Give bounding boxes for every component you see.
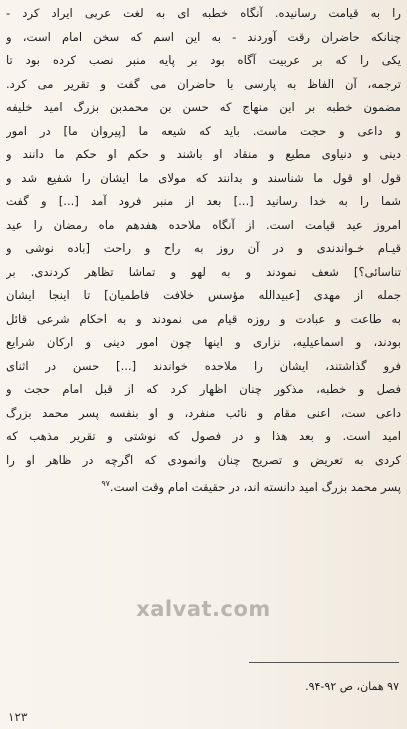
footnote: ۹۷ همان، ص ۹۲-۹۴. [305,680,399,693]
text-line: فصل و خطبه، مذکور چنان اظهار کرد که از قبل امام حجت و [6,382,401,396]
body-text [6,2,401,499]
footnote-divider [249,662,399,663]
text-line: را به قیامت رسانیده. آنگاه خطبه ای به لغت عربی ایراد کرد - [6,6,401,20]
text-line: و داعی و حجت ماست. باید که شیعه ما [پیروان ما] در امور [6,123,401,138]
text-line: داعی ست، اعنی مقام و نائب منفرد، و او بنفسه پسر محمد بزرگ [6,405,401,420]
text-line: امروز عید قیامت است. از آنگاه ملاحده هفدهم ماه رمضان را عید [6,217,401,232]
footnote-marker: ۹۷ [101,479,110,488]
text-line: شما را به خدا رسانید [...] بعد از منبر فرود آمد [...] و گفت [6,194,401,208]
text-line: فرو گذاشتند، ایشان را ملاحده خواندند [...] حسن در اثنای [6,358,401,373]
text-line: تناسائی؟] شعف نمودند و به لهو و تماشا تظاهر کردندی. بر [6,264,401,279]
text-line: قول او قول ما شناسند و بدانند که مولای ما ایشان را شفیع شد و [6,170,401,185]
text-line: ترجمه، آن الفاظ به پارسی با حاضران می گفت و تقریر می کرد. [6,76,401,91]
text-line-last [6,472,401,499]
page-number: ۱۲۳ [8,710,28,724]
text-line: چنانکه حاضران رقت آوردند - به این اسم که سخن امام است، و [6,29,401,44]
watermark: xalvat.com [136,597,271,621]
text-line: مضمون خطبه بر این منهاج که حسن بن محمدبن بزرگ امید خلیفه [6,100,401,114]
text-line: امید است. و بعد هذا و در فصول که نوشتی و تقریر مذهب که [6,429,401,443]
text-line: قیـام خـواندندی و در آن روز به راح و راحت [باده نوشی و [6,241,401,255]
text-line: به طاعت و عبادت و روزه قیام می نمودند و به احکام شرعی قائل [6,311,401,326]
text-line: کردی به تعریض و تصریح چنان وانمودی که اگرچه در ظاهر او را [6,452,401,467]
text-line: بودند، و اسماعیلیه، نزاری و اینها چون امور دینی و ارکان شرایع [6,335,401,349]
text-line: جمله از مهدی [عبیدالله مؤسس خلافت فاطمیان] تا اینجا ایشان [6,288,401,302]
text-line: پسر محمد بزرگ امید دانسته اند، در حقیقت امام وقت است. [109,479,401,494]
text-line: یکی را که بر عربیت آگاه بود بر پایه منبر نصب کرده بود تا [6,53,401,67]
text-line: دینی و دنیاوی مطیع و منقاد او باشند و حکم او حکم ما دانند و [6,147,401,161]
